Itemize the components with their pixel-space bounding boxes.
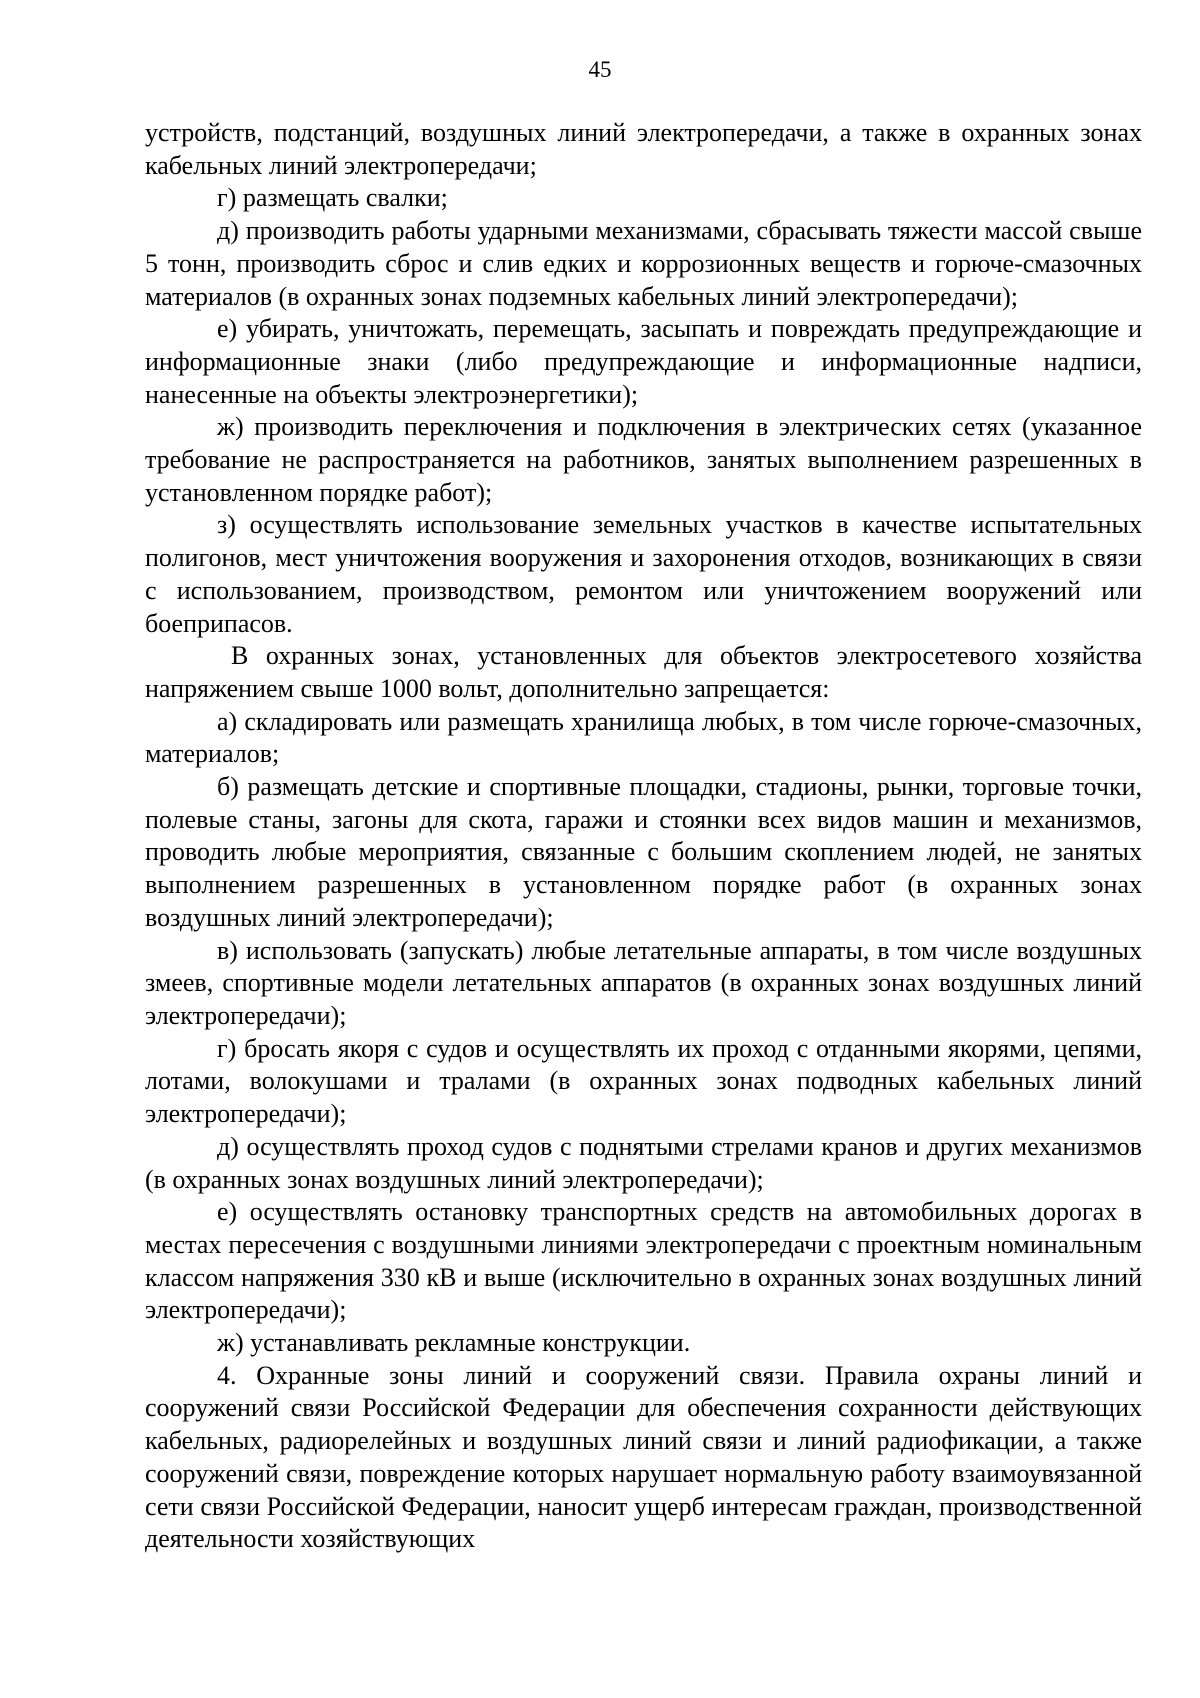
document-body bbox=[145, 117, 1142, 1556]
page-number: 45 bbox=[588, 57, 612, 82]
paragraph-item-a: а) складировать или размещать хранилища любых, в том числе горюче-смазочных, материалов; bbox=[145, 706, 1142, 769]
paragraph-intro-over-1000v: В охранных зонах, установленных для объектов электросетевого хозяйства напряжением свыше 1000 вольт, дополнительно запрещается: bbox=[145, 641, 1142, 703]
paragraph-item-d: д) производить работы ударными механизмами, сбрасывать тяжести массой свыше 5 тонн, производить сброс и слив едких и коррозионных веществ и горюче-смазочных материалов (в охранных зонах подземных кабельных линий электропередачи); bbox=[145, 216, 1142, 311]
paragraph-item-zh2: ж) устанавливать рекламные конструкции. bbox=[217, 1328, 691, 1358]
paragraph-item-d2: д) осуществлять проход судов с поднятыми стрелами кранов и других механизмов (в охранных зонах воздушных линий электропередачи); bbox=[145, 1131, 1142, 1194]
paragraph-item-g2: г) бросать якоря с судов и осуществлять их проход с отданными якорями, цепями, лотами, волокушами и тралами (в охранных зонах подводных кабельных линий электропередачи); bbox=[145, 1033, 1142, 1129]
paragraph-item-e: е) убирать, уничтожать, перемещать, засыпать и повреждать предупреждающие и информационные знаки (либо предупреждающие и информационные надписи, нанесенные на объекты электроэнергетики); bbox=[145, 314, 1142, 409]
paragraph-item-b: б) размещать детские и спортивные площадки, стадионы, рынки, торговые точки, полевые станы, загоны для скота, гаражи и стоянки всех видов машин и механизмов, проводить любые мероприятия, связанные с большим скоплением людей, не занятых выполнением разрешенных в установленном порядке работ (в охранных зонах воздушных линий электропередачи); bbox=[145, 772, 1142, 932]
paragraph-item-zh: ж) производить переключения и подключения в электрических сетях (указанное требование не распространяется на работников, занятых выполнением разрешенных в установленном порядке работ); bbox=[145, 412, 1142, 507]
paragraph-item-g: г) размещать свалки; bbox=[217, 183, 448, 213]
paragraph-continuation: устройств, подстанций, воздушных линий электропередачи, а также в охранных зонах кабельных линий электропередачи; bbox=[145, 118, 1142, 180]
paragraph-item-z: з) осуществлять использование земельных участков в качестве испытательных полигонов, мест уничтожения вооружения и захоронения отходов, возникающих в связи с использованием, производством, ремонтом или уничтожением вооружений или боеприпасов. bbox=[145, 510, 1142, 638]
paragraph-item-e2: е) осуществлять остановку транспортных средств на автомобильных дорогах в местах пересечения с воздушными линиями электропередачи с проектным номинальным классом напряжения 330 кВ и выше (исключительно в охранных зонах воздушных линий электропередачи); bbox=[145, 1197, 1142, 1325]
paragraph-section-4: 4. Охранные зоны линий и сооружений связи. Правила охраны линий и сооружений связи Российской Федерации для обеспечения сохранности действующих кабельных, радиорелейных и воздушных линий связи и линий радиофикации, а также сооружений связи, повреждение которых нарушает нормальную работу взаимоувязанной сети связи Российской Федерации, наносит ущерб интересам граждан, производственной деятельности хозяйствующих bbox=[145, 1360, 1142, 1554]
paragraph-item-v: в) использовать (запускать) любые летательные аппараты, в том числе воздушных змеев, спортивные модели летательных аппаратов (в охранных зонах воздушных линий электропередачи); bbox=[145, 935, 1142, 1030]
